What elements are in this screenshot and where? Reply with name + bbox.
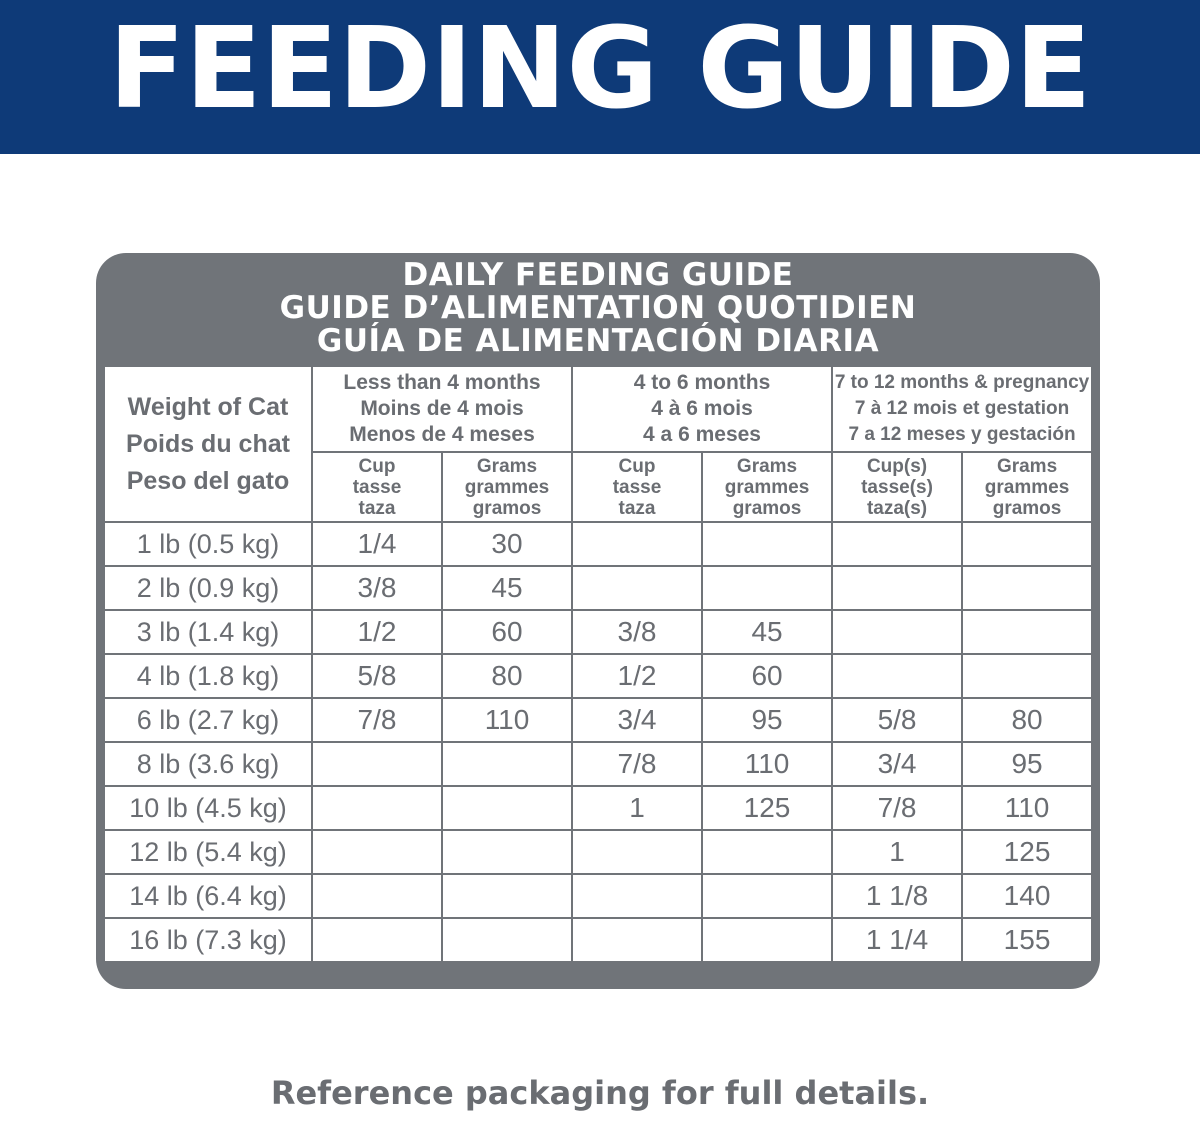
table-row bbox=[104, 654, 1092, 698]
grams-amount-cell bbox=[702, 522, 832, 566]
grams-amount-cell: 95 bbox=[962, 742, 1092, 786]
card-title-line-fr: GUIDE D’ALIMENTATION QUOTIDIEN bbox=[279, 290, 917, 326]
grams-amount-cell: 45 bbox=[702, 610, 832, 654]
cup-amount-cell: 3/4 bbox=[572, 698, 702, 742]
unit-label: grammes bbox=[724, 476, 810, 498]
unit-label: Cup(s) bbox=[866, 455, 928, 477]
cup-amount-cell: 5/8 bbox=[832, 698, 962, 742]
unit-label: Cup bbox=[618, 455, 656, 477]
feeding-table bbox=[103, 365, 1093, 963]
unit-label: Grams bbox=[996, 455, 1058, 477]
table-row bbox=[104, 786, 1092, 830]
weight-cell: 1 lb (0.5 kg) bbox=[104, 522, 312, 566]
weight-cell: 6 lb (2.7 kg) bbox=[104, 698, 312, 742]
cup-amount-cell bbox=[572, 522, 702, 566]
page-title: FEEDING GUIDE bbox=[108, 4, 1092, 134]
weight-header bbox=[104, 366, 312, 522]
unit-label: taza bbox=[358, 497, 396, 519]
cup-amount-cell bbox=[312, 918, 442, 962]
cup-amount-cell bbox=[312, 874, 442, 918]
unit-label: Grams bbox=[476, 455, 538, 477]
grams-unit-header bbox=[702, 452, 832, 522]
grams-amount-cell bbox=[962, 610, 1092, 654]
cup-amount-cell: 1 1/4 bbox=[832, 918, 962, 962]
unit-label: gramos bbox=[732, 497, 802, 519]
unit-label: gramos bbox=[472, 497, 542, 519]
cup-unit-header bbox=[312, 452, 442, 522]
grams-amount-cell bbox=[442, 830, 572, 874]
weight-cell: 12 lb (5.4 kg) bbox=[104, 830, 312, 874]
weight-cell: 10 lb (4.5 kg) bbox=[104, 786, 312, 830]
cup-amount-cell: 7/8 bbox=[572, 742, 702, 786]
age-group-label: Less than 4 months bbox=[343, 371, 541, 394]
grams-amount-cell bbox=[962, 522, 1092, 566]
cup-amount-cell: 1 bbox=[572, 786, 702, 830]
age-group-label: Moins de 4 mois bbox=[360, 397, 524, 420]
age-group-label: 7 to 12 months & pregnancy bbox=[834, 372, 1090, 393]
grams-amount-cell bbox=[702, 566, 832, 610]
table-row bbox=[104, 742, 1092, 786]
grams-amount-cell bbox=[962, 654, 1092, 698]
weight-cell: 4 lb (1.8 kg) bbox=[104, 654, 312, 698]
card-title-line-en: DAILY FEEDING GUIDE bbox=[402, 257, 794, 293]
weight-cell: 2 lb (0.9 kg) bbox=[104, 566, 312, 610]
table-row bbox=[104, 610, 1092, 654]
grams-amount-cell bbox=[702, 918, 832, 962]
grams-amount-cell bbox=[962, 566, 1092, 610]
cup-amount-cell bbox=[572, 830, 702, 874]
unit-label: tasse(s) bbox=[861, 476, 933, 498]
table-row bbox=[104, 522, 1092, 566]
banner bbox=[0, 0, 1200, 154]
weight-header-en: Weight of Cat bbox=[127, 392, 289, 421]
grams-amount-cell: 30 bbox=[442, 522, 572, 566]
grams-amount-cell: 60 bbox=[442, 610, 572, 654]
cup-amount-cell bbox=[832, 566, 962, 610]
cup-amount-cell bbox=[572, 566, 702, 610]
grams-amount-cell: 80 bbox=[962, 698, 1092, 742]
age-group-label: Menos de 4 meses bbox=[349, 423, 535, 446]
card-title-line-es: GUÍA DE ALIMENTACIÓN DIARIA bbox=[316, 323, 880, 359]
grams-amount-cell: 110 bbox=[702, 742, 832, 786]
cup-amount-cell bbox=[312, 742, 442, 786]
grams-amount-cell: 95 bbox=[702, 698, 832, 742]
grams-amount-cell: 155 bbox=[962, 918, 1092, 962]
grams-amount-cell: 140 bbox=[962, 874, 1092, 918]
age-group-header bbox=[832, 366, 1092, 452]
grams-amount-cell bbox=[702, 830, 832, 874]
table-row bbox=[104, 698, 1092, 742]
unit-label: gramos bbox=[992, 497, 1062, 519]
age-group-label: 7 à 12 mois et gestation bbox=[854, 398, 1070, 419]
cup-amount-cell: 5/8 bbox=[312, 654, 442, 698]
age-group-label: 7 a 12 meses y gestación bbox=[848, 424, 1076, 445]
grams-amount-cell bbox=[442, 786, 572, 830]
grams-amount-cell bbox=[442, 918, 572, 962]
table-row bbox=[104, 830, 1092, 874]
cup-amount-cell: 7/8 bbox=[312, 698, 442, 742]
table-row bbox=[104, 918, 1092, 962]
unit-label: grammes bbox=[984, 476, 1070, 498]
cup-amount-cell bbox=[832, 610, 962, 654]
table-row bbox=[104, 874, 1092, 918]
cup-amount-cell bbox=[832, 522, 962, 566]
age-group-label: 4 to 6 months bbox=[633, 371, 771, 394]
cup-amount-cell: 3/4 bbox=[832, 742, 962, 786]
age-group-label: 4 à 6 mois bbox=[651, 397, 753, 420]
cup-amount-cell: 1/2 bbox=[312, 610, 442, 654]
unit-label: tasse bbox=[352, 476, 402, 498]
grams-amount-cell bbox=[442, 874, 572, 918]
age-group-label: 4 a 6 meses bbox=[643, 423, 761, 446]
cup-unit-header bbox=[832, 452, 962, 522]
age-group-header bbox=[312, 366, 572, 452]
footer-note: Reference packaging for full details. bbox=[270, 1074, 930, 1112]
cup-amount-cell bbox=[312, 786, 442, 830]
grams-amount-cell: 125 bbox=[962, 830, 1092, 874]
cup-amount-cell bbox=[572, 918, 702, 962]
cup-amount-cell: 7/8 bbox=[832, 786, 962, 830]
cup-unit-header bbox=[572, 452, 702, 522]
cup-amount-cell bbox=[832, 654, 962, 698]
cup-amount-cell: 3/8 bbox=[572, 610, 702, 654]
grams-amount-cell: 125 bbox=[702, 786, 832, 830]
cup-amount-cell: 1 bbox=[832, 830, 962, 874]
grams-amount-cell: 80 bbox=[442, 654, 572, 698]
grams-amount-cell bbox=[702, 874, 832, 918]
unit-label: Cup bbox=[358, 455, 396, 477]
unit-label: Grams bbox=[736, 455, 798, 477]
weight-cell: 16 lb (7.3 kg) bbox=[104, 918, 312, 962]
unit-label: taza(s) bbox=[866, 497, 928, 519]
cup-amount-cell: 1/2 bbox=[572, 654, 702, 698]
unit-label: taza bbox=[618, 497, 656, 519]
grams-unit-header bbox=[962, 452, 1092, 522]
table-row bbox=[104, 566, 1092, 610]
grams-amount-cell: 45 bbox=[442, 566, 572, 610]
cup-amount-cell: 1 1/8 bbox=[832, 874, 962, 918]
age-group-header bbox=[572, 366, 832, 452]
weight-cell: 8 lb (3.6 kg) bbox=[104, 742, 312, 786]
weight-cell: 3 lb (1.4 kg) bbox=[104, 610, 312, 654]
unit-label: tasse bbox=[612, 476, 662, 498]
weight-header-es: Peso del gato bbox=[126, 466, 290, 495]
weight-cell: 14 lb (6.4 kg) bbox=[104, 874, 312, 918]
cup-amount-cell: 1/4 bbox=[312, 522, 442, 566]
cup-amount-cell: 3/8 bbox=[312, 566, 442, 610]
cup-amount-cell bbox=[312, 830, 442, 874]
grams-amount-cell: 110 bbox=[962, 786, 1092, 830]
grams-amount-cell: 60 bbox=[702, 654, 832, 698]
grams-amount-cell: 110 bbox=[442, 698, 572, 742]
unit-label: grammes bbox=[464, 476, 550, 498]
feeding-guide-card bbox=[96, 253, 1100, 989]
grams-amount-cell bbox=[442, 742, 572, 786]
cup-amount-cell bbox=[572, 874, 702, 918]
weight-header-fr: Poids du chat bbox=[126, 429, 290, 458]
grams-unit-header bbox=[442, 452, 572, 522]
card-title bbox=[96, 259, 1100, 358]
